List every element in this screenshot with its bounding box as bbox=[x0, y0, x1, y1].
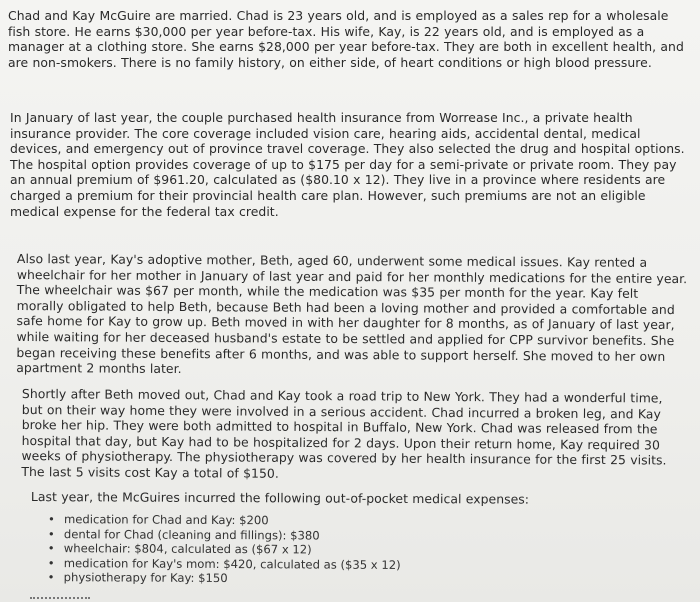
list-item bbox=[30, 570, 590, 588]
expense-list bbox=[30, 512, 590, 588]
bullet-icon: • bbox=[47, 555, 55, 570]
expense-text: wheelchair: $804, calculated as ($67 x 12) bbox=[63, 541, 312, 557]
bullet-icon: • bbox=[47, 541, 55, 556]
paragraph-background: Chad and Kay McGuire are married. Chad is 23 years old, and is employed as a sales rep for a wholesale fish store. He earns $30,000 per year before-tax. His wife, Kay, is 22 years old, and is employed as a manager at a clothing store. She earns $28,000 per year before-tax. They are both in excellent health, and are non-smokers. There is no family history, on either side, of heart conditions or high blood pressure. bbox=[8, 8, 684, 70]
expense-text: medication for Chad and Kay: $200 bbox=[63, 512, 269, 528]
paragraph-expenses-intro: Last year, the McGuires incurred the following out-of-pocket medical expenses: bbox=[30, 489, 530, 507]
bullet-icon: • bbox=[47, 570, 55, 585]
bullet-icon: • bbox=[47, 512, 55, 527]
cut-off-text-fragment bbox=[30, 592, 110, 602]
bullet-icon: • bbox=[47, 526, 55, 541]
expense-text: dental for Chad (cleaning and fillings): $380 bbox=[63, 526, 320, 543]
paragraph-accident: Shortly after Beth moved out, Chad and Kay took a road trip to New York. They had a wonderful time, but on their way home they were involved in a serious accident. Chad incurred a broken leg, and Kay broke her hip. They were both admitted to hospital in Buffalo, New York. Chad was released from the hospital that day, but Kay had to be hospitalized for 2 days. Upon their return home, Kay required 30 weeks of physiotherapy. The physiotherapy was covered by her health insurance for the first 25 visits. The last 5 visits cost Kay a total of $150. bbox=[21, 386, 667, 481]
paragraph-health-insurance: In January of last year, the couple purchased health insurance from Worrease Inc., a private health insurance provider. The core coverage included vision care, hearing aids, accidental dental, medical devices, and emergency out of province travel coverage. They also selected the drug and hospital options. The hospital option provides coverage of up to $175 per day for a semi-private or private room. They pay an annual premium of $961.20, calculated as ($80.10 x 12). They live in a province where residents are charged a premium for their provincial health care plan. However, such premiums are not an eligible medical expense for the federal tax credit. bbox=[10, 110, 685, 219]
expense-text: medication for Kay's mom: $420, calculated as ($35 x 12) bbox=[63, 555, 401, 572]
paragraph-mother-beth: Also last year, Kay's adoptive mother, Beth, aged 60, underwent some medical issues. Kay rented a wheelchair for her mother in January of last year and paid for her monthly medications for the entire year. The wheelchair was $67 per month, while the medication was $35 per month for the year. Kay felt morally obligated to help Beth, because Beth had been a loving mother and provided a comfortable and safe home for Kay to grow up. Beth moved in with her daughter for 8 months, as of January of last year, while waiting for her deceased husband's estate to be settled and applied for CPP survivor benefits. She began receiving these benefits after 6 months, and was able to support herself. She moved to her own apartment 2 months later. bbox=[16, 251, 688, 377]
expense-text: physiotherapy for Kay: $150 bbox=[63, 570, 228, 586]
